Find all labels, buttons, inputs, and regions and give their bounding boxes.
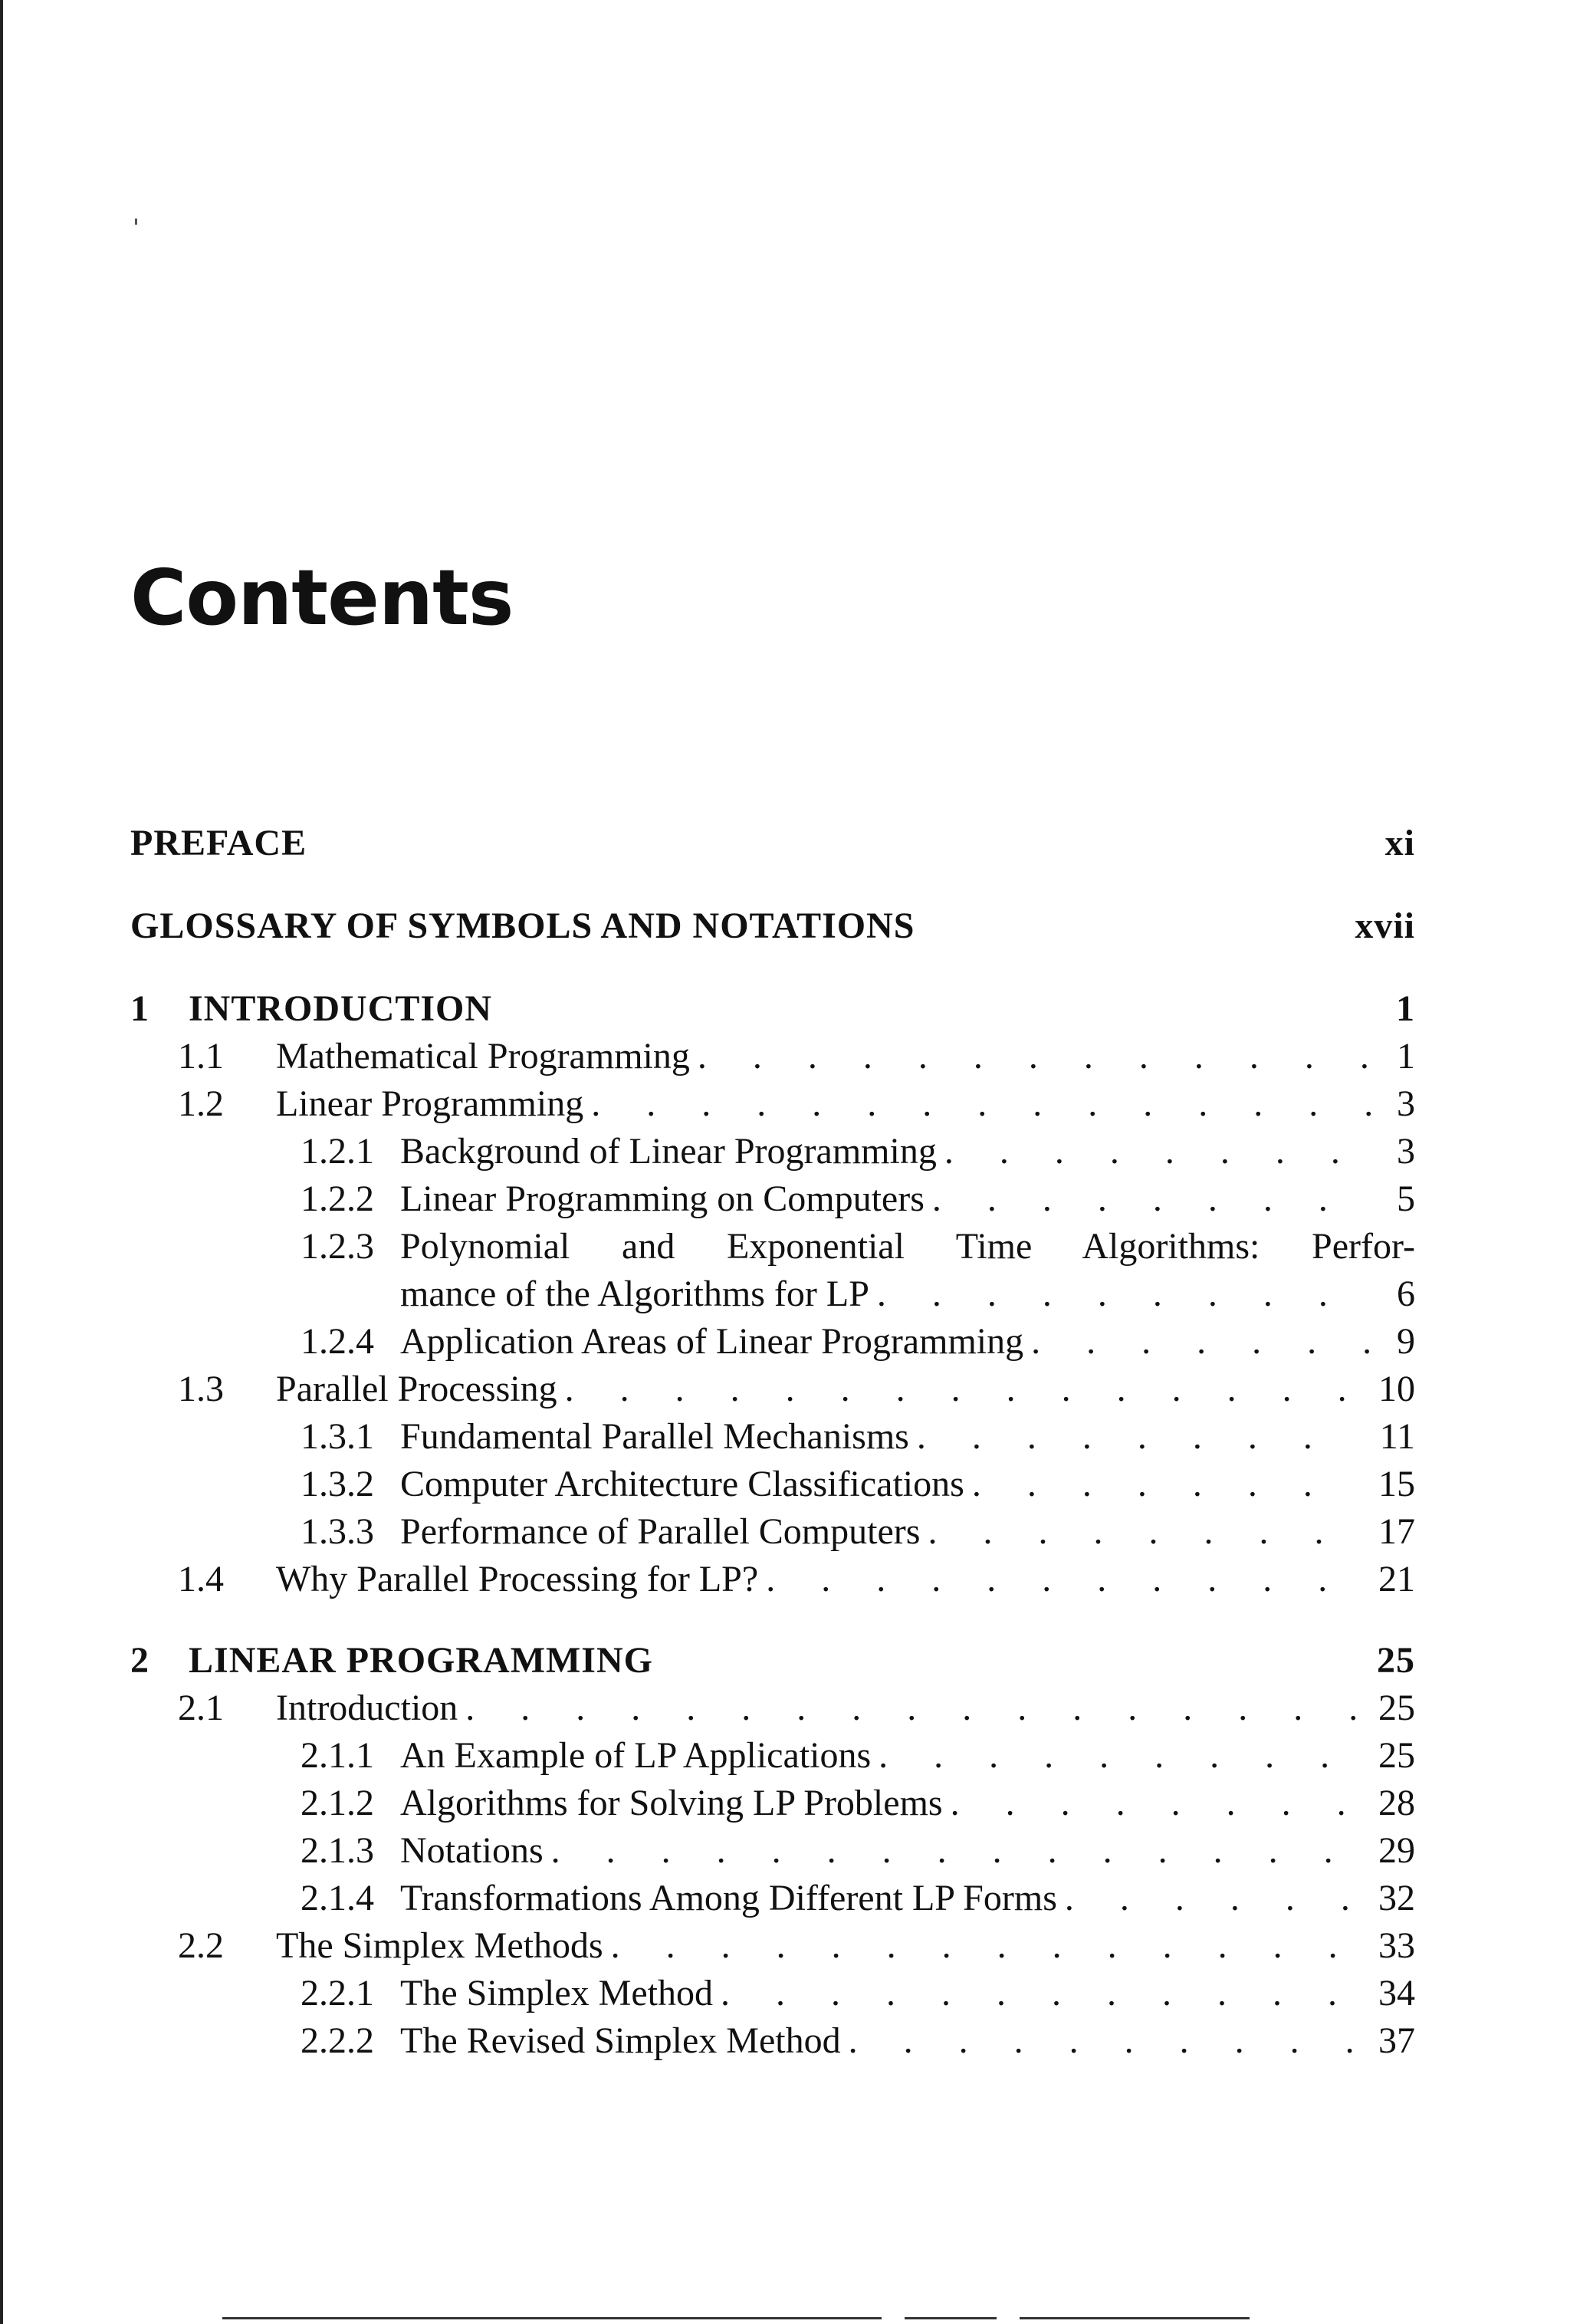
toc-entry-page: 37 [1378, 2020, 1415, 2061]
dot-leader [465, 1685, 1357, 1731]
toc-entry-number: 1 [130, 988, 149, 1029]
dot-leader [928, 1509, 1357, 1555]
toc-subsection-2-1-3[interactable] [301, 1828, 1415, 1874]
toc-entry-page: 21 [1378, 1559, 1415, 1599]
scan-speck [135, 219, 137, 225]
toc-section-1-2[interactable] [178, 1081, 1415, 1127]
toc-entry-title: Linear Programming on Computers [400, 1178, 925, 1219]
dot-leader [932, 1176, 1375, 1222]
toc-entry-title: Fundamental Parallel Mechanisms [400, 1416, 909, 1457]
toc-entry-title: LINEAR PROGRAMMING [189, 1640, 653, 1681]
toc-entry-title: Performance of Parallel Computers [400, 1511, 921, 1552]
toc-entry-page: 10 [1378, 1369, 1415, 1409]
toc-entry-page: 1 [1396, 988, 1415, 1029]
toc-entry-title-line2: mance of the Algorithms for LP [400, 1274, 869, 1314]
toc-entry-number: 1.2.4 [301, 1321, 374, 1362]
toc-entry-page: 11 [1379, 1416, 1415, 1457]
toc-section-2-2[interactable] [178, 1923, 1415, 1969]
toc-entry-title: Linear Programming [276, 1083, 584, 1124]
dot-leader [698, 1034, 1375, 1080]
dot-leader [766, 1556, 1357, 1602]
toc-entry-page: 15 [1378, 1464, 1415, 1504]
toc-entry-title: Why Parallel Processing for LP? [276, 1559, 759, 1599]
toc-entry-page: 32 [1378, 1878, 1415, 1918]
dot-leader [721, 1971, 1357, 2017]
toc-entry-title: Notations [400, 1830, 544, 1871]
dot-leader [944, 1129, 1375, 1175]
toc-entry-page: 9 [1397, 1321, 1415, 1362]
toc-entry-page: 25 [1377, 1640, 1415, 1681]
toc-subsection-2-2-2[interactable] [301, 2018, 1415, 2064]
dot-leader [877, 1271, 1375, 1317]
toc-entry-number: 1.2.3 [301, 1226, 374, 1267]
toc-entry-number: 2.1.3 [301, 1830, 374, 1871]
toc-entry-title: GLOSSARY OF SYMBOLS AND NOTATIONS [130, 906, 915, 946]
toc-entry-title-line1: Polynomial and Exponential Time Algorithms: Perfor- [400, 1226, 1415, 1267]
page-title: Contents [130, 553, 514, 643]
dot-leader [951, 1780, 1357, 1826]
toc-subsection-2-1-1[interactable] [301, 1733, 1415, 1779]
toc-entry-number: 2.2.1 [301, 1973, 374, 2013]
toc-subsection-1-3-2[interactable] [301, 1461, 1415, 1507]
toc-entry-page: 28 [1378, 1783, 1415, 1823]
dot-leader [972, 1461, 1357, 1507]
toc-entry-title: INTRODUCTION [189, 988, 493, 1029]
toc-chapter-2[interactable] [130, 1638, 1415, 1684]
toc-entry-title: Algorithms for Solving LP Problems [400, 1783, 943, 1823]
page-bottom-rule [905, 2317, 997, 2319]
toc-entry-title: Mathematical Programming [276, 1036, 690, 1077]
dot-leader [849, 2018, 1357, 2064]
toc-entry-title: Transformations Among Different LP Forms [400, 1878, 1057, 1918]
toc-entry-page: 33 [1378, 1925, 1415, 1966]
dot-leader [611, 1923, 1357, 1969]
toc-entry-number: 1.3.1 [301, 1416, 374, 1457]
toc-entry-number: 1.1 [178, 1036, 224, 1077]
toc-entry-number: 2.2 [178, 1925, 224, 1966]
dot-leader [1065, 1875, 1357, 1921]
page-bottom-rule [222, 2317, 882, 2319]
dot-leader [1031, 1319, 1375, 1365]
toc-subsection-1-2-3[interactable] [301, 1224, 1415, 1270]
toc-entry-title: Introduction [276, 1688, 458, 1728]
toc-entry-title: An Example of LP Applications [400, 1735, 872, 1776]
toc-entry-number: 2.1.2 [301, 1783, 374, 1823]
toc-subsection-1-2-1[interactable] [301, 1129, 1415, 1175]
toc-subsection-2-1-2[interactable] [301, 1780, 1415, 1826]
toc-entry-number: 2.1.1 [301, 1735, 374, 1776]
toc-section-2-1[interactable] [178, 1685, 1415, 1731]
toc-entry-title: Parallel Processing [276, 1369, 557, 1409]
toc-section-1-3[interactable] [178, 1366, 1415, 1412]
toc-subsection-2-2-1[interactable] [301, 1971, 1415, 2017]
toc-entry-number: 2.2.2 [301, 2020, 374, 2061]
toc-entry-number: 2.1.4 [301, 1878, 374, 1918]
toc-subsection-1-2-2[interactable] [301, 1176, 1415, 1222]
dot-leader [591, 1081, 1375, 1127]
toc-entry-number: 1.2.2 [301, 1178, 374, 1219]
toc-entry-number: 1.2.1 [301, 1131, 374, 1172]
toc-entry-number: 1.3.3 [301, 1511, 374, 1552]
dot-leader [565, 1366, 1357, 1412]
toc-entry-number: 1.4 [178, 1559, 224, 1599]
toc-entry-page: 17 [1378, 1511, 1415, 1552]
toc-entry-title: The Simplex Method [400, 1973, 713, 2013]
toc-entry-page: 3 [1397, 1083, 1415, 1124]
toc-entry-page: 34 [1378, 1973, 1415, 2013]
toc-entry-page: 1 [1397, 1036, 1415, 1077]
toc-subsection-2-1-4[interactable] [301, 1875, 1415, 1921]
toc-entry-page: 25 [1378, 1735, 1415, 1776]
dot-leader [879, 1733, 1357, 1779]
toc-entry-number: 2.1 [178, 1688, 224, 1728]
toc-entry-page: 5 [1397, 1178, 1415, 1219]
toc-entry-page: xi [1384, 823, 1415, 863]
toc-entry-number: 1.2 [178, 1083, 224, 1124]
toc-entry-title: Computer Architecture Classifications [400, 1464, 964, 1504]
toc-subsection-1-2-3-cont[interactable] [400, 1271, 1415, 1317]
toc-section-1-4[interactable] [178, 1556, 1415, 1602]
toc-entry-page: xvii [1355, 906, 1415, 946]
toc-entry-page: 29 [1378, 1830, 1415, 1871]
toc-subsection-1-3-3[interactable] [301, 1509, 1415, 1555]
toc-section-1-1[interactable] [178, 1034, 1415, 1080]
toc-entry-title: Background of Linear Programming [400, 1131, 937, 1172]
toc-entry-number: 1.3.2 [301, 1464, 374, 1504]
toc-entry-glossary[interactable] [130, 903, 1415, 949]
page-left-edge [0, 0, 3, 2324]
dot-leader [551, 1828, 1357, 1874]
toc-chapter-1[interactable] [130, 986, 1415, 1032]
toc-entry-page: 6 [1397, 1274, 1415, 1314]
toc-entry-number: 2 [130, 1640, 149, 1681]
dot-leader [917, 1414, 1358, 1460]
toc-entry-preface[interactable] [130, 820, 1415, 866]
page-bottom-rule [1020, 2317, 1250, 2319]
toc-subsection-1-2-4[interactable] [301, 1319, 1415, 1365]
toc-entry-page: 25 [1378, 1688, 1415, 1728]
toc-entry-title: The Revised Simplex Method [400, 2020, 841, 2061]
toc-entry-number: 1.3 [178, 1369, 224, 1409]
toc-entry-page: 3 [1397, 1131, 1415, 1172]
toc-entry-title: Application Areas of Linear Programming [400, 1321, 1024, 1362]
toc-entry-title: PREFACE [130, 823, 307, 863]
toc-entry-title: The Simplex Methods [276, 1925, 603, 1966]
toc-subsection-1-3-1[interactable] [301, 1414, 1415, 1460]
